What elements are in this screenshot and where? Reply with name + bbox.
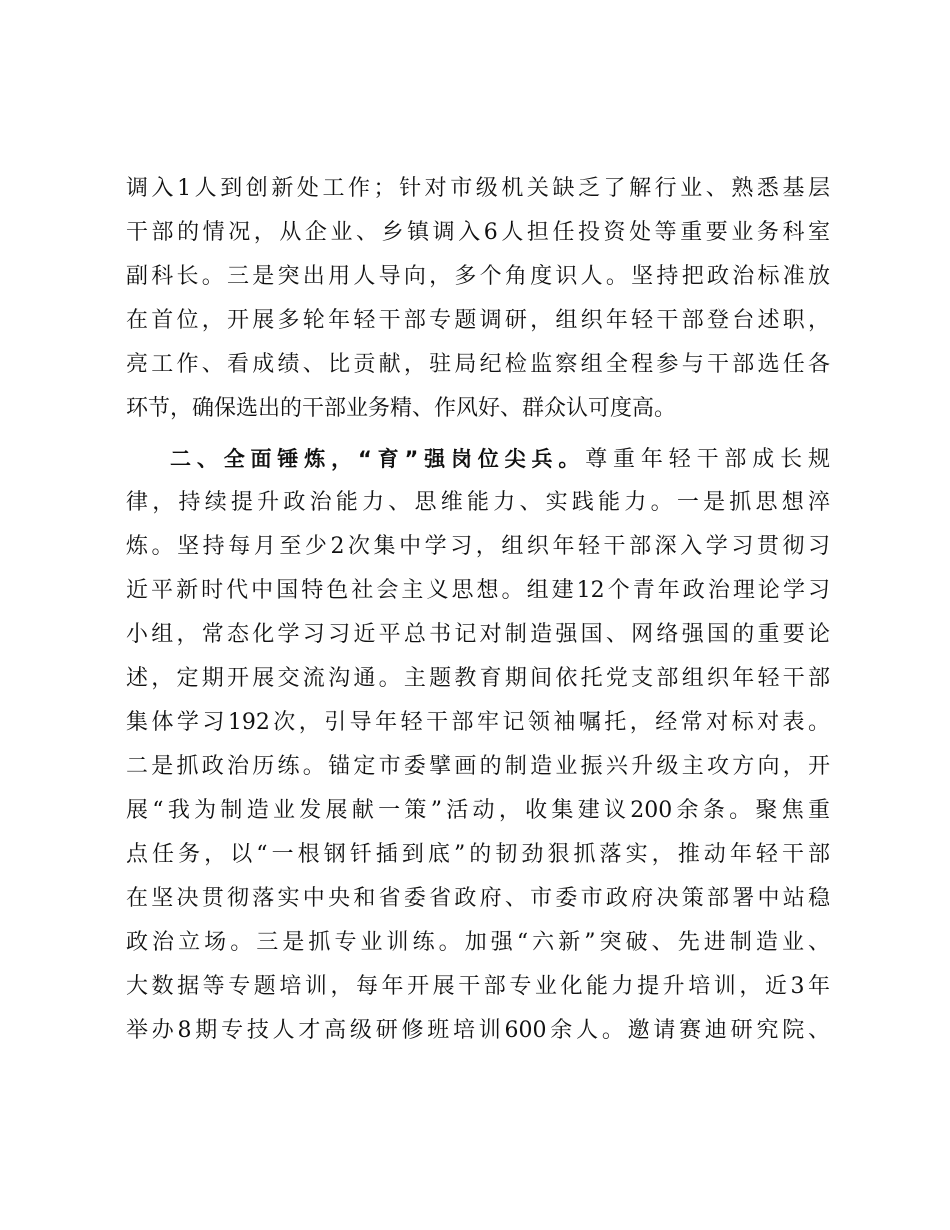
- paragraph-line: 环节，确保选出的干部业务精、作风好、群众认可度高。: [126, 396, 677, 421]
- paragraph-line: 小组，常态化学习习近平总书记对制造强国、网络强国的重要论: [126, 622, 830, 647]
- paragraph-line: 干部的情况，从企业、乡镇调入6人担任投资处等重要业务科室: [126, 220, 830, 245]
- paragraph-line: 在坚决贯彻落实中央和省委省政府、市委市政府决策部署中站稳: [126, 886, 830, 911]
- paragraph-line: 展“我为制造业发展献一策”活动，收集建议200余条。聚焦重: [126, 798, 830, 823]
- section-first-line-rest: 尊重年轻干部成长规: [585, 447, 830, 472]
- paragraph-line: 集体学习192次，引导年轻干部牢记领袖嘱托，经常对标对表。: [126, 710, 830, 735]
- paragraph-line: 点任务，以“一根钢钎插到底”的韧劲狠抓落实，推动年轻干部: [126, 842, 830, 867]
- paragraph-line: 大数据等专题培训，每年开展干部专业化能力提升培训，近3年: [126, 974, 830, 999]
- paragraph-line: 二是抓政治历练。锚定市委擘画的制造业振兴升级主攻方向，开: [126, 754, 830, 779]
- paragraph-line: 律，持续提升政治能力、思维能力、实践能力。一是抓思想淬: [126, 490, 830, 515]
- section-first-line: [170, 442, 830, 476]
- section-heading: 二、全面锤炼，“育”强岗位尖兵。: [170, 447, 586, 471]
- paragraph-line: 副科长。三是突出用人导向，多个角度识人。坚持把政治标准放: [126, 264, 830, 289]
- paragraph-line: 述，定期开展交流沟通。主题教育期间依托党支部组织年轻干部: [126, 666, 830, 691]
- paragraph-line: 政治立场。三是抓专业训练。加强“六新”突破、先进制造业、: [126, 930, 830, 955]
- paragraph-line: 炼。坚持每月至少2次集中学习，组织年轻干部深入学习贯彻习: [126, 534, 830, 559]
- paragraph-line: 在首位，开展多轮年轻干部专题调研，组织年轻干部登台述职，: [126, 308, 830, 333]
- paragraph-line: 调入1人到创新处工作；针对市级机关缺乏了解行业、熟悉基层: [126, 176, 830, 201]
- paragraph-line: 举办8期专技人才高级研修班培训600余人。邀请赛迪研究院、: [126, 1018, 830, 1043]
- paragraph-line: 亮工作、看成绩、比贡献，驻局纪检监察组全程参与干部选任各: [126, 352, 830, 377]
- paragraph-line: 近平新时代中国特色社会主义思想。组建12个青年政治理论学习: [126, 578, 830, 603]
